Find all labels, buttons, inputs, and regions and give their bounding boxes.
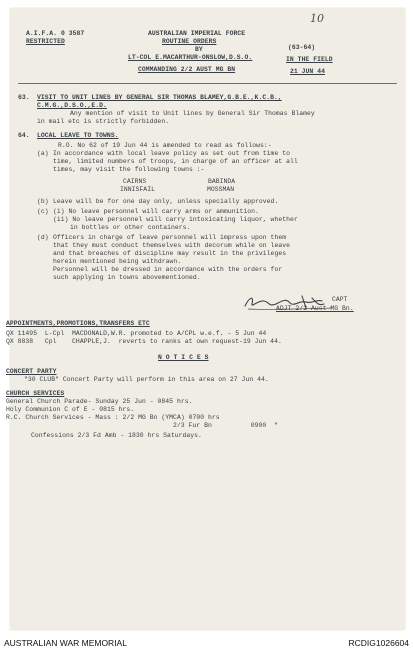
footer-source: AUSTRALIAN WAR MEMORIAL [4, 638, 127, 648]
org-title: AUSTRALIAN IMPERIAL FORCE [148, 30, 246, 37]
section-63-heading-cont: C.M.G.,D.S.O.,E.D. [37, 102, 107, 109]
holy-communion-line: Holy Communion C of E - 0815 hrs. [6, 406, 135, 413]
page-number: 10 [310, 12, 324, 25]
rc-services-line-2: 2/3 Fur Bn 0900 " [173, 422, 278, 429]
signatory-title: ADJT 2/2 Aust MG Bn. [276, 305, 354, 312]
para-a-line1: In accordance with local leave policy as set out from time to [53, 150, 290, 157]
section-64-heading: LOCAL LEAVE TO TOWNS. [37, 132, 119, 139]
document-page [6, 8, 405, 630]
para-c-line2: (ii) No leave personnel will carry intoxicating liquor, whether [53, 216, 298, 223]
concert-party-body: "30 CLUB" Concert Party will perform in this area on 27 Jun 44. [24, 376, 269, 383]
header-divider [18, 83, 397, 84]
section-63-body-cont: in mail etc is strictly forbidden. [37, 118, 170, 125]
para-a-line3: times, may visit the following towns :- [53, 166, 205, 173]
para-d-line3: and that breaches of discipline may result in the privileges [53, 250, 287, 257]
para-a-label: (a) [37, 150, 49, 157]
reference-number: A.I.F.A. 0 3587 [26, 30, 85, 37]
para-b-label: (b) [37, 198, 49, 205]
para-c-line3: in bottles or other containers. [70, 224, 191, 231]
signatory-rank: CAPT [332, 296, 348, 303]
appointments-heading: APPOINTMENTS,PROMOTIONS,TRANSFERS ETC [6, 320, 150, 327]
para-b-line1: Leave will be for one day only, unless specially approved. [53, 198, 279, 205]
command-title: COMMANDING 2/2 AUST MG BN [138, 66, 236, 73]
town-babinda: BABINDA [208, 178, 236, 185]
town-innisfail: INNISFAIL [120, 186, 155, 193]
commanding-officer: LT-COL E.MACARTHUR-ONSLOW,D.S.O. [128, 54, 253, 61]
church-services-heading: CHURCH SERVICES [6, 390, 65, 397]
by-label: BY [195, 46, 203, 53]
para-c-label: (c) [37, 208, 49, 215]
confessions-line: Confessions 2/3 Fd Amb - 1830 hrs Saturdays. [31, 432, 202, 439]
notices-heading: N O T I C E S [158, 354, 209, 361]
appointment-row-1: QX 11495 L-Cpl MACDONALD,W.R. promoted to A/CPL w.e.f. - 5 Jun 44 [6, 330, 267, 337]
archive-footer [0, 632, 413, 654]
para-d-line6: such applying in towns abovementioned. [53, 274, 201, 281]
para-d-line5: Personnel will be dressed in accordance with the orders for [53, 266, 283, 273]
location-label: IN THE FIELD [286, 56, 333, 63]
order-numbers: (63-64) [288, 44, 316, 51]
church-parade-line: General Church Parade- Sunday 25 Jun - 0845 hrs. [6, 398, 193, 405]
para-a-line2: time, limited numbers of troops, in charge of an officer at all [53, 158, 298, 165]
section-63-body: Any mention of visit to Unit lines by General Sir Thomas Blamey [70, 110, 315, 117]
footer-record-id: RCDIG1026604 [348, 638, 409, 648]
para-d-line1: Officers in charge of leave personnel will impress upon them [53, 234, 287, 241]
concert-party-heading: CONCERT PARTY [6, 368, 57, 375]
para-d-line2: that they must conduct themselves with decorum while on leave [53, 242, 290, 249]
town-cairns: CAIRNS [123, 178, 147, 185]
rc-services-line: R.C. Church Services - Mass : 2/2 MG Bn (YMCA) 0700 hrs [6, 414, 220, 421]
town-mossman: MOSSMAN [207, 186, 235, 193]
para-d-label: (d) [37, 234, 49, 241]
orders-title: ROUTINE ORDERS [162, 38, 217, 45]
classification-label: RESTRICTED [26, 38, 65, 45]
section-63-heading: VISIT TO UNIT LINES BY GENERAL SIR THOMAS BLAMEY,G.B.E.,K.C.B., [37, 94, 282, 101]
section-64-number: 64. [18, 132, 30, 139]
para-c-line1: (i) No leave personnel will carry arms or ammunition. [53, 208, 259, 215]
appointment-row-2: QX 8838 Cpl CHAPPLE,J. reverts to ranks at own request-19 Jun 44. [6, 338, 282, 345]
order-date: 21 JUN 44 [290, 68, 325, 75]
section-64-intro: R.O. No 62 of 19 Jun 44 is amended to read as follows:- [58, 142, 272, 149]
section-63-number: 63. [18, 94, 30, 101]
para-d-line4: herein mentioned being withdrawn. [53, 258, 182, 265]
